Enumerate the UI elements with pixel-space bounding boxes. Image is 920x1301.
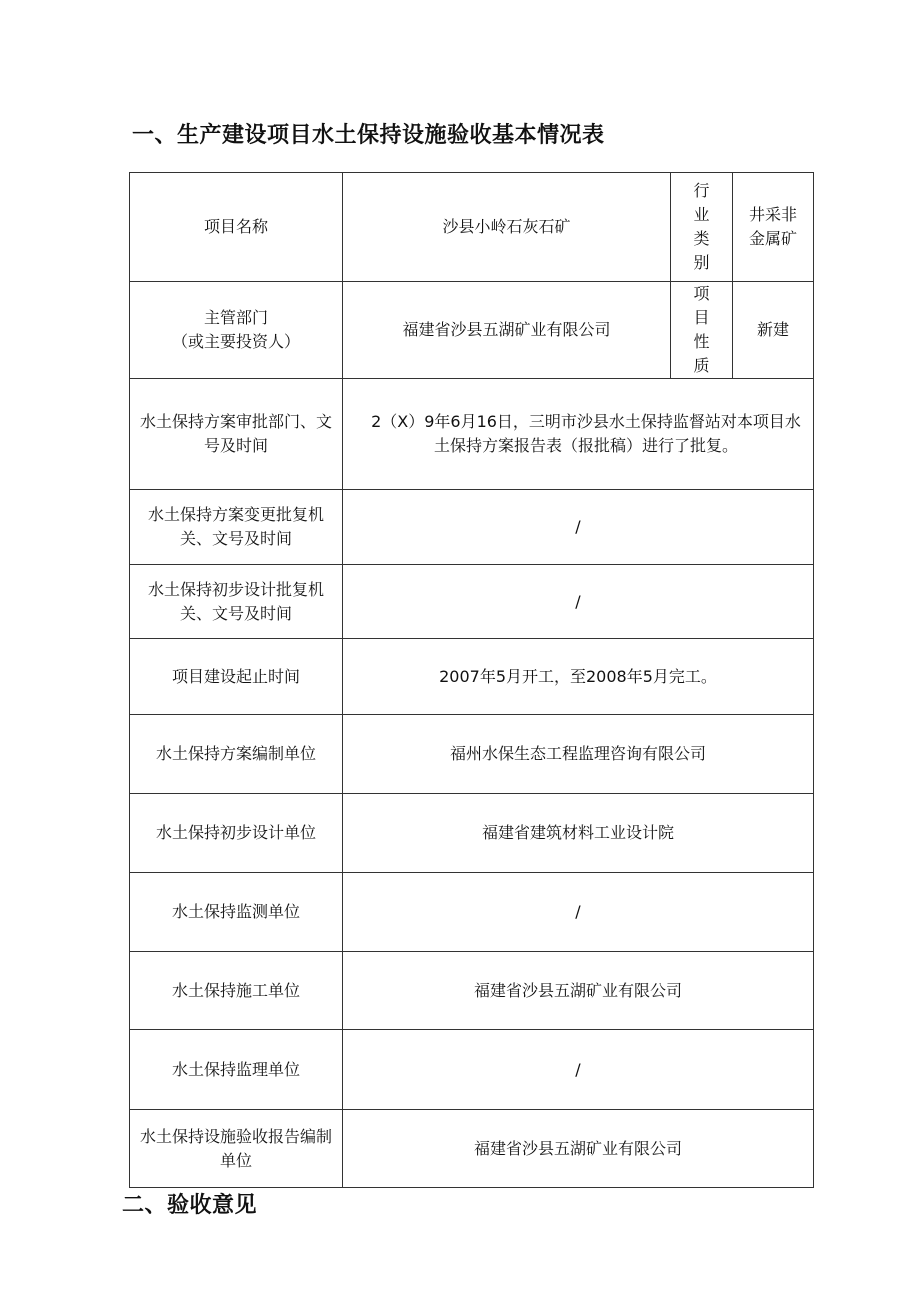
table-row — [130, 379, 814, 490]
design-approval-label: 水土保持初步设计批复机关、文号及时间 — [130, 565, 343, 639]
approval-value: 2（X）9年6月16日，三明市沙县水土保持监督站对本项目水土保持方案报告表（报批稿）进行了批复。 — [343, 379, 814, 490]
design-unit-label: 水土保持初步设计单位 — [130, 794, 343, 873]
monitor-unit-label: 水土保持监测单位 — [130, 873, 343, 952]
plan-unit-label: 水土保持方案编制单位 — [130, 715, 343, 794]
table-row — [130, 282, 814, 379]
section2-title: 二、验收意见 — [122, 1193, 258, 1218]
report-unit-value: 福建省沙县五湖矿业有限公司 — [343, 1110, 814, 1188]
supervision-unit-label: 水土保持监理单位 — [130, 1030, 343, 1110]
table-row — [130, 490, 814, 565]
table-row — [130, 173, 814, 282]
design-unit-value: 福建省建筑材料工业设计院 — [343, 794, 814, 873]
project-name-value: 沙县小岭石灰石矿 — [343, 173, 671, 282]
table-row — [130, 565, 814, 639]
authority-label-line2: （或主要投资人） — [171, 332, 300, 351]
table-row — [130, 715, 814, 794]
change-approval-value: / — [343, 490, 814, 565]
table-row — [130, 794, 814, 873]
industry-category-label: 行业类别 — [693, 181, 710, 272]
design-approval-value: / — [343, 565, 814, 639]
table-row — [130, 639, 814, 715]
construct-unit-value: 福建省沙县五湖矿业有限公司 — [343, 952, 814, 1030]
section1-title: 一、生产建设项目水土保持设施验收基本情况表 — [132, 123, 605, 148]
basic-info-table — [129, 172, 814, 1188]
project-nature-value: 新建 — [733, 282, 814, 379]
authority-label-line1: 主管部门 — [203, 308, 268, 327]
approval-label: 水土保持方案审批部门、文号及时间 — [130, 379, 343, 490]
supervision-unit-value: / — [343, 1030, 814, 1110]
construct-unit-label: 水土保持施工单位 — [130, 952, 343, 1030]
table-row — [130, 1110, 814, 1188]
monitor-unit-value: / — [343, 873, 814, 952]
construction-period-value: 2007年5月开工，至2008年5月完工。 — [343, 639, 814, 715]
construction-period-label: 项目建设起止时间 — [130, 639, 343, 715]
plan-unit-value: 福州水保生态工程监理咨询有限公司 — [343, 715, 814, 794]
industry-category-value: 井采非金属矿 — [748, 205, 797, 248]
table-row — [130, 873, 814, 952]
table-row — [130, 952, 814, 1030]
authority-value: 福建省沙县五湖矿业有限公司 — [343, 282, 671, 379]
table-row — [130, 1030, 814, 1110]
report-unit-label: 水土保持设施验收报告编制单位 — [130, 1110, 343, 1188]
change-approval-label: 水土保持方案变更批复机关、文号及时间 — [130, 490, 343, 565]
project-nature-label: 项目性质 — [693, 284, 710, 375]
project-name-label: 项目名称 — [130, 173, 343, 282]
